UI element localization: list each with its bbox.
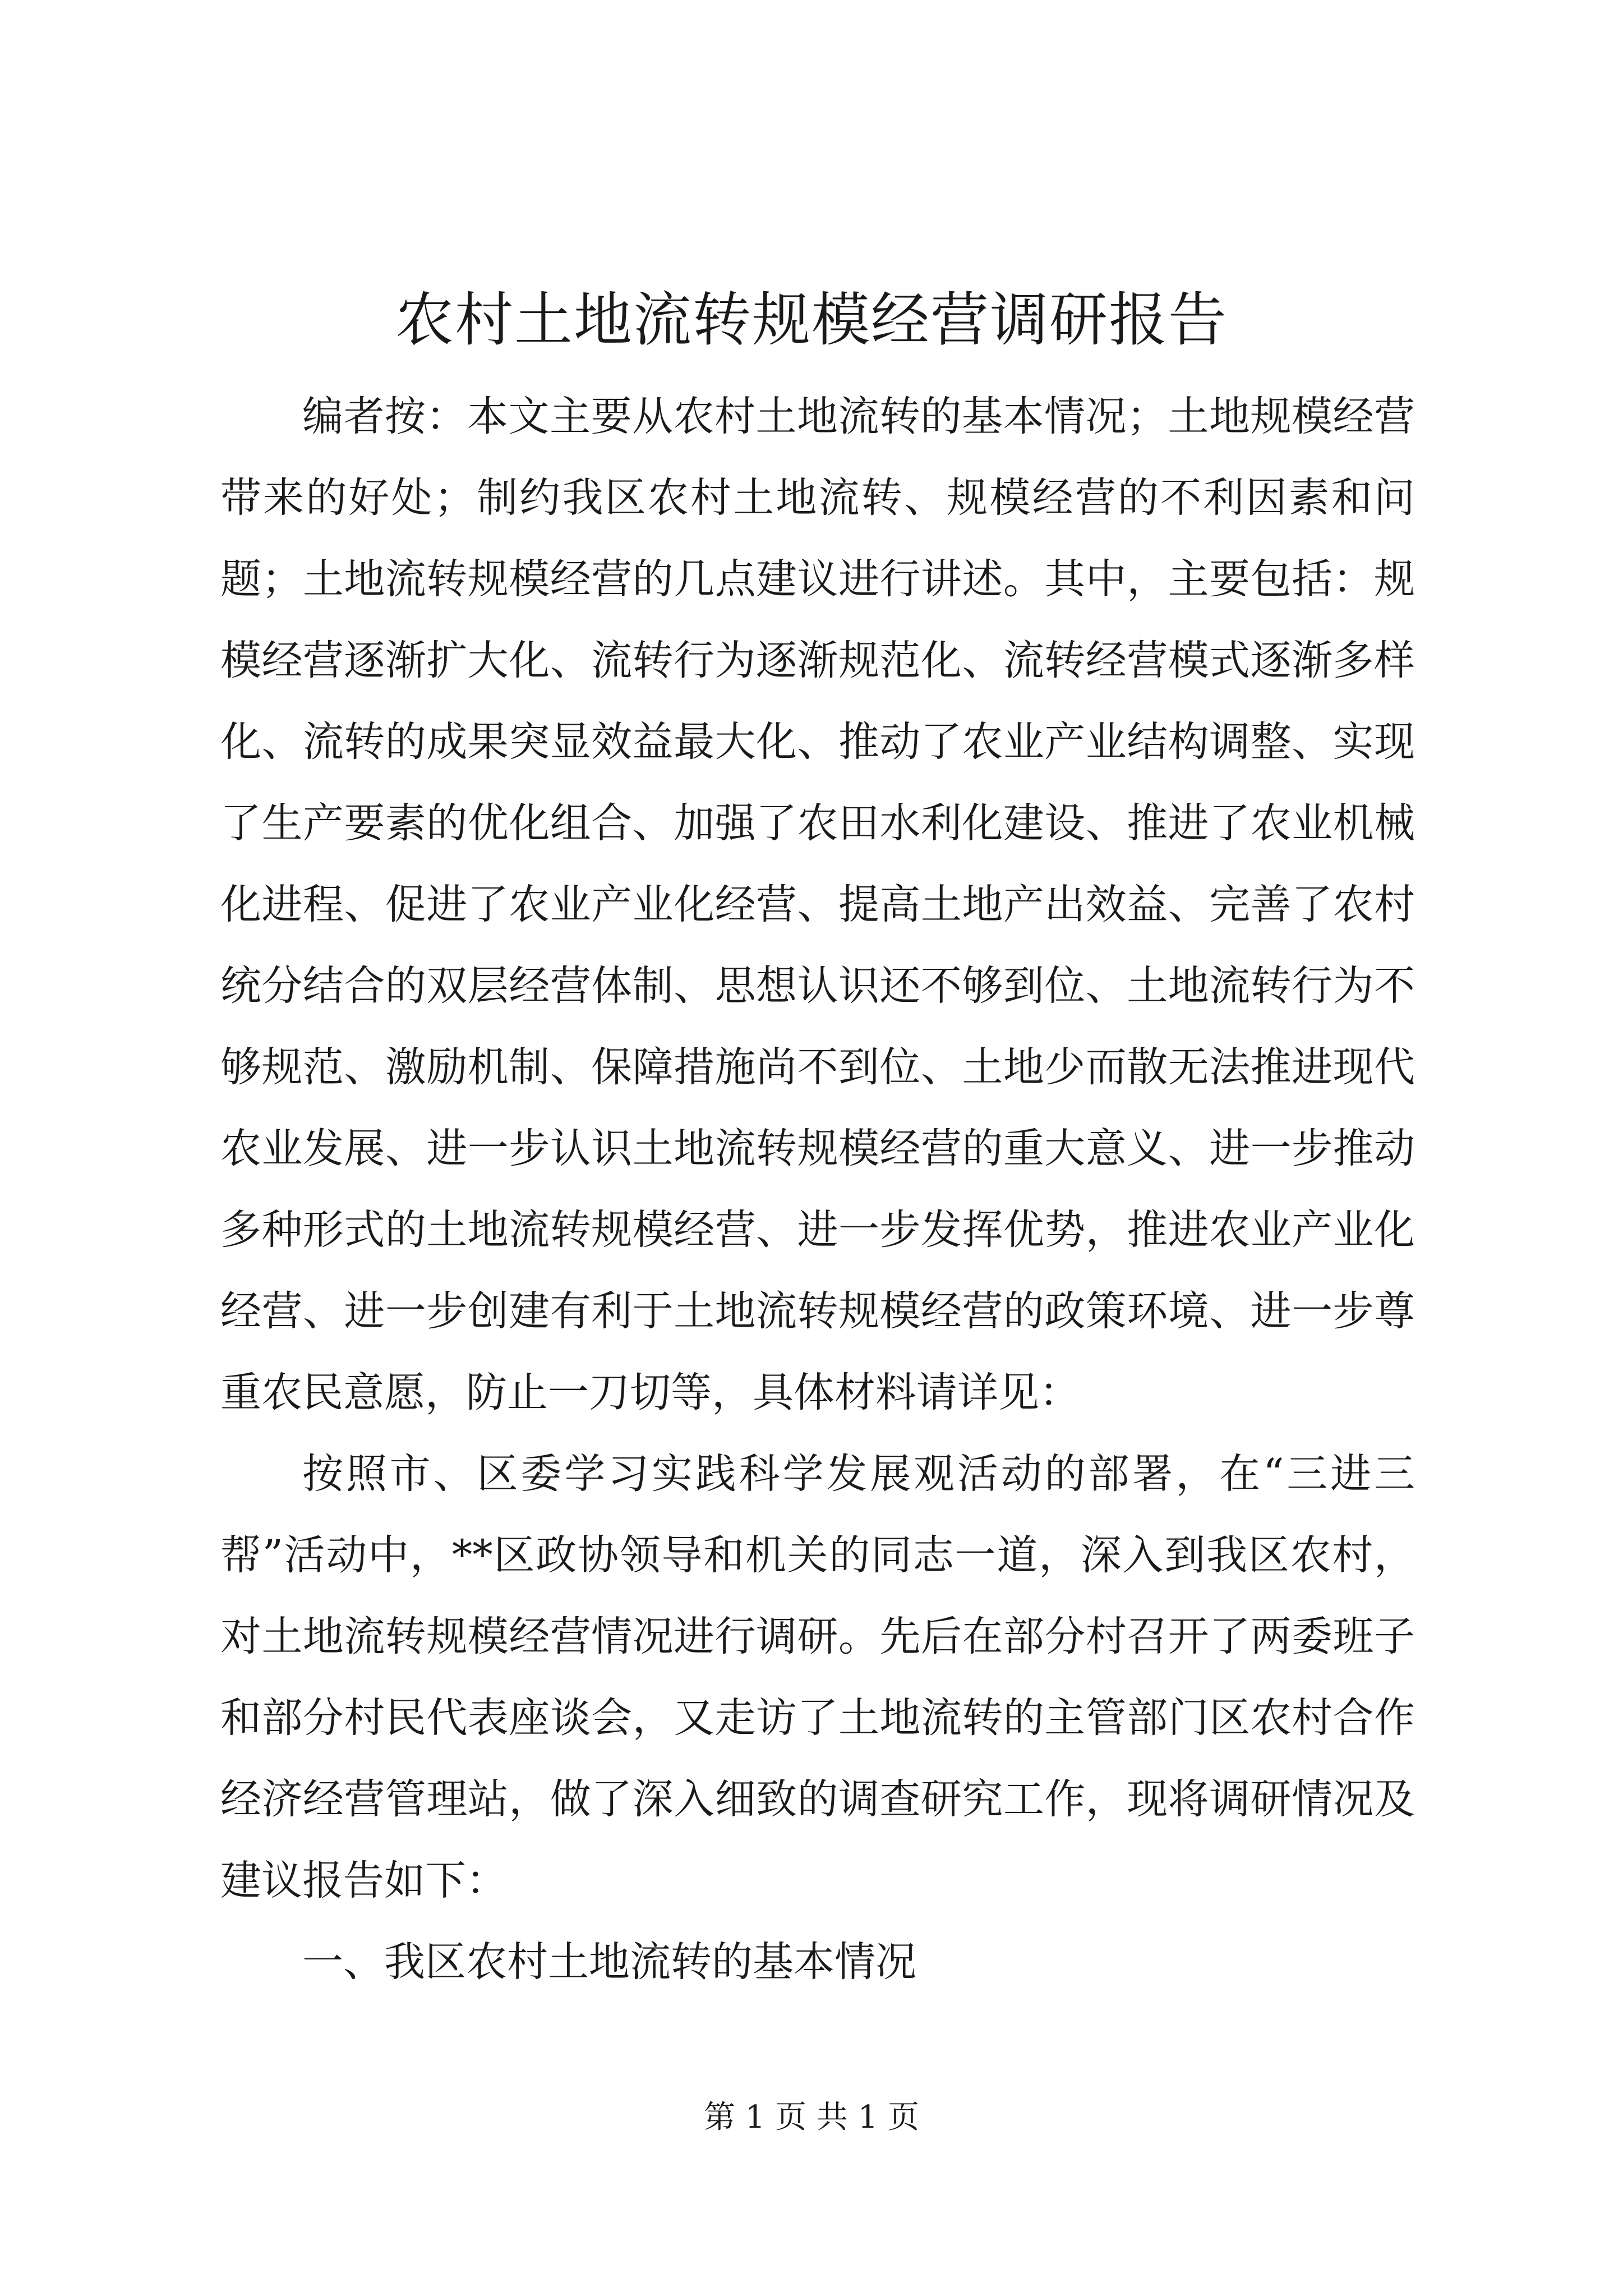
editor-note-paragraph: 编者按：本文主要从农村土地流转的基本情况；土地规模经营带来的好处；制约我区农村土地流转、规模经营的不利因素和问题；土地流转规模经营的几点建议进行讲述。其中，主要包括：规模经营逐渐扩大化、流转行为逐渐规范化、流转经营模式逐渐多样化、流转的成果突显效益最大化、推动了农业产业结构调整、实现了生产要素的优化组合、加强了农田水利化建设、推进了农业机械化进程、促进了农业产业化经营、提高土地产出效益、完善了农村统分结合的双层经营体制、思想认识还不够到位、土地流转行为不够规范、激励机制、保障措施尚不到位、土地少而散无法推进现代农业发展、进一步认识土地流转规模经营的重大意义、进一步推动多种形式的土地流转规模经营、进一步发挥优势，推进农业产业化经营、进一步创建有利于土地流转规模经营的政策环境、进一步尊重农民意愿，防止一刀切等，具体材料请详见： — [220, 393, 1415, 1416]
document-body — [220, 376, 1415, 2003]
document-title: 农村土地流转规模经营调研报告 — [395, 286, 1228, 354]
intro-paragraph: 按照市、区委学习实践科学发展观活动的部署，在“三进三帮”活动中，**区政协领导和机关的同志一道，深入到我区农村，对土地流转规模经营情况进行调研。先后在部分村召开了两委班子和部分村民代表座谈会，又走访了土地流转的主管部门区农村合作经济经营管理站，做了深入细致的调查研究工作，现将调研情况及建议报告如下： — [220, 1450, 1415, 1904]
section-heading: 一、我区农村土地流转的基本情况 — [302, 1938, 916, 1986]
page-footer: 第 1 页 共 1 页 — [703, 2099, 920, 2136]
